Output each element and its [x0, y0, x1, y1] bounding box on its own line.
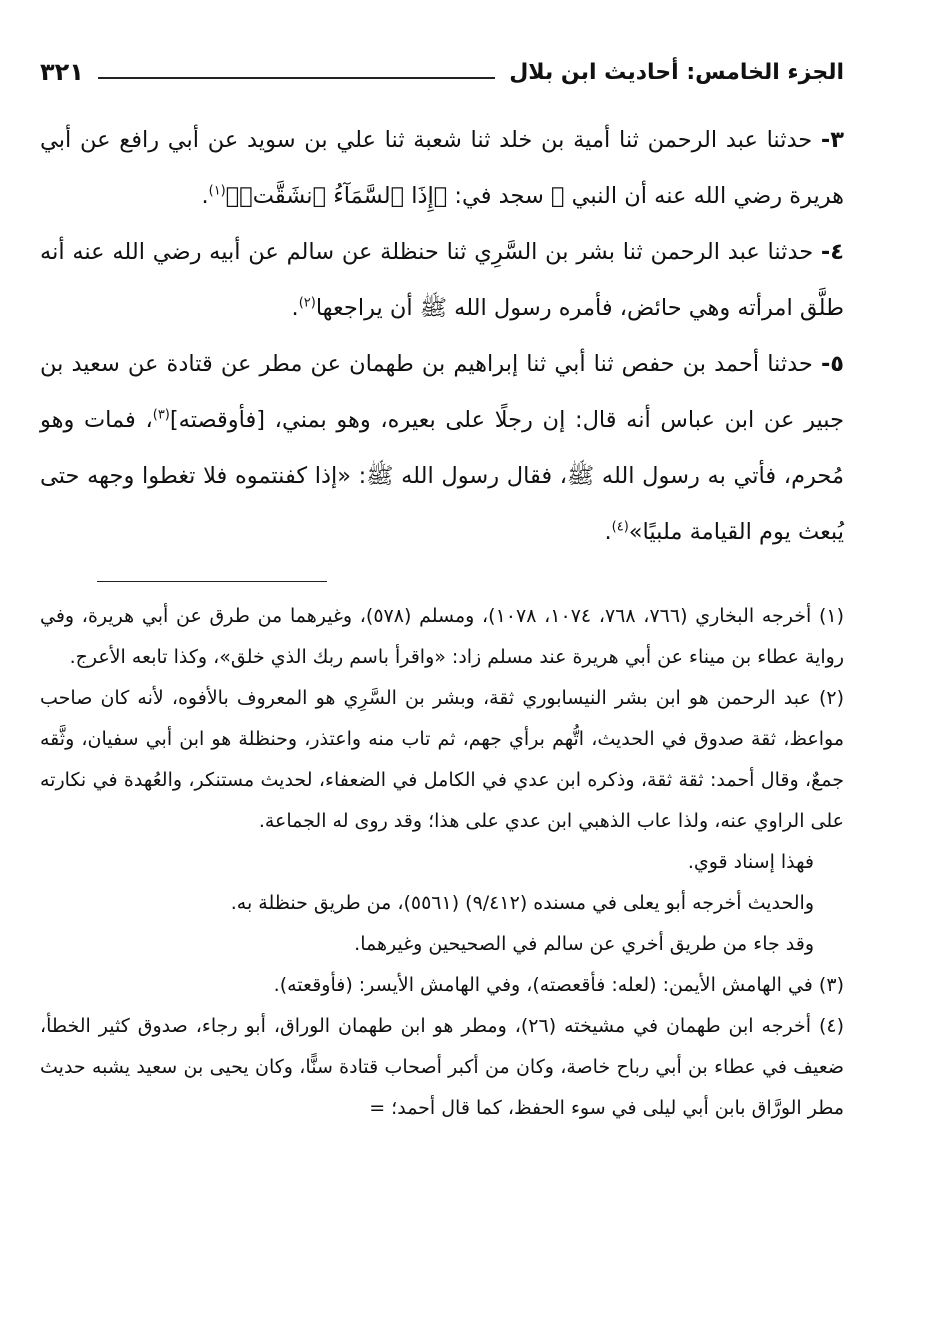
- page-header: [40, 52, 844, 92]
- footnote-divider: [97, 581, 327, 582]
- hadith-text: حدثنا عبد الرحمن ثنا أمية بن خلد ثنا شعبة ثنا علي بن سويد عن أبي رافع عن أبي هريرة رضي الله عنه أن النبي ﷺ سجد في: ﴿إِذَا ٱلسَّمَآءُ ٱنشَقَّتۡ﴾: [40, 127, 844, 209]
- footnote-ref: (٤): [611, 519, 629, 535]
- hadith-tail: .: [291, 295, 299, 321]
- hadith-text-cont: ، فمات وهو مُحرم، فأتي به رسول الله ﷺ، فقال رسول الله ﷺ: «إذا كفنتموه فلا تغطوا وجهه حتى يُبعث يوم القيامة ملبيًا»: [40, 407, 844, 545]
- footnote-2: (٢) عبد الرحمن هو ابن بشر النيسابوري ثقة، وبشر بن السَّرِي هو المعروف بالأفوه، لأنه كان صاحب مواعظ، ثقة صدوق في الحديث، اتُّهم برأي جهم، ثم تاب منه واعتذر، وحنظلة هو ابن أبي سفيان، وثَّقه جمعٌ، وقال أحمد: ثقة ثقة، وذكره ابن عدي في الكامل في الضعفاء، لحديث مستنكر، والعُهدة في نكارته على الراوي عنه، ولذا عاب الذهبي ابن عدي على هذا؛ وقد روى له الجماعة.: [40, 687, 844, 832]
- hadith-3: [40, 112, 844, 224]
- hadith-text: حدثنا أحمد بن حفص ثنا أبي ثنا إبراهيم بن طهمان عن مطر عن قتادة عن سعيد بن جبير عن ابن عباس أنه قال: إن رجلًا على بعيره، وهو بمني، [فأوقصته]: [40, 351, 844, 433]
- hadith-number: ٣-: [820, 127, 844, 153]
- hadith-number: ٥-: [820, 351, 845, 377]
- hadith-text: حدثنا عبد الرحمن ثنا بشر بن السَّرِي ثنا حنظلة عن سالم عن أبيه رضي الله عنه أنه طلَّق امرأته وهي حائض، فأمره رسول الله ﷺ أن يراجعها: [40, 239, 844, 321]
- hadith-4: [40, 224, 844, 336]
- hadith-tail: .: [604, 519, 612, 545]
- header-rule: [98, 77, 495, 79]
- footnote-3: (٣) في الهامش الأيمن: (لعله: فأقعصته)، وفي الهامش الأيسر: (فأوقعته).: [273, 974, 844, 996]
- running-title: الجزء الخامس: أحاديث ابن بلال: [509, 59, 844, 85]
- hadith-tail: .: [201, 183, 209, 209]
- footnote-1: (١) أخرجه البخاري (٧٦٦، ٧٦٨، ١٠٧٤، ١٠٧٨)، ومسلم (٥٧٨)، وغيرهما من طرق عن أبي هريرة، وفي رواية عطاء بن ميناء عن أبي هريرة عند مسلم زاد: «واقرأ باسم ربك الذي خلق»، وكذا تابعه الأعرج.: [40, 605, 845, 668]
- footnotes: [40, 596, 844, 1129]
- hadith-number: ٤-: [820, 239, 844, 265]
- footnote-2-verdict: فهذا إسناد قوي.: [687, 851, 814, 873]
- footnote-4: (٤) أخرجه ابن طهمان في مشيخته (٢٦)، ومطر هو ابن طهمان الوراق، أبو رجاء، صدوق كثير الخطأ، ضعيف في عطاء بن أبي رباح خاصة، وكان من أكبر أصحاب قتادة سنًّا، وكان يحيى بن سعيد يشبه حديث مطر الورَّاق بابن أبي ليلى في سوء الحفظ، كما قال أحمد؛ =: [40, 1015, 844, 1119]
- footnote-2-source: والحديث أخرجه أبو يعلى في مسنده (٩/٤١٢) (٥٥٦١)، من طريق حنظلة به.: [230, 892, 814, 914]
- main-text: [40, 112, 844, 560]
- footnote-2-other-routes: وقد جاء من طريق أخري عن سالم في الصحيحين وغيرهما.: [354, 933, 814, 955]
- footnote-ref: (٣): [152, 407, 170, 423]
- hadith-5: [40, 336, 844, 560]
- footnote-ref: (٢): [298, 295, 316, 311]
- footnote-ref: (١): [208, 183, 226, 199]
- page-number: ٣٢١: [40, 58, 84, 86]
